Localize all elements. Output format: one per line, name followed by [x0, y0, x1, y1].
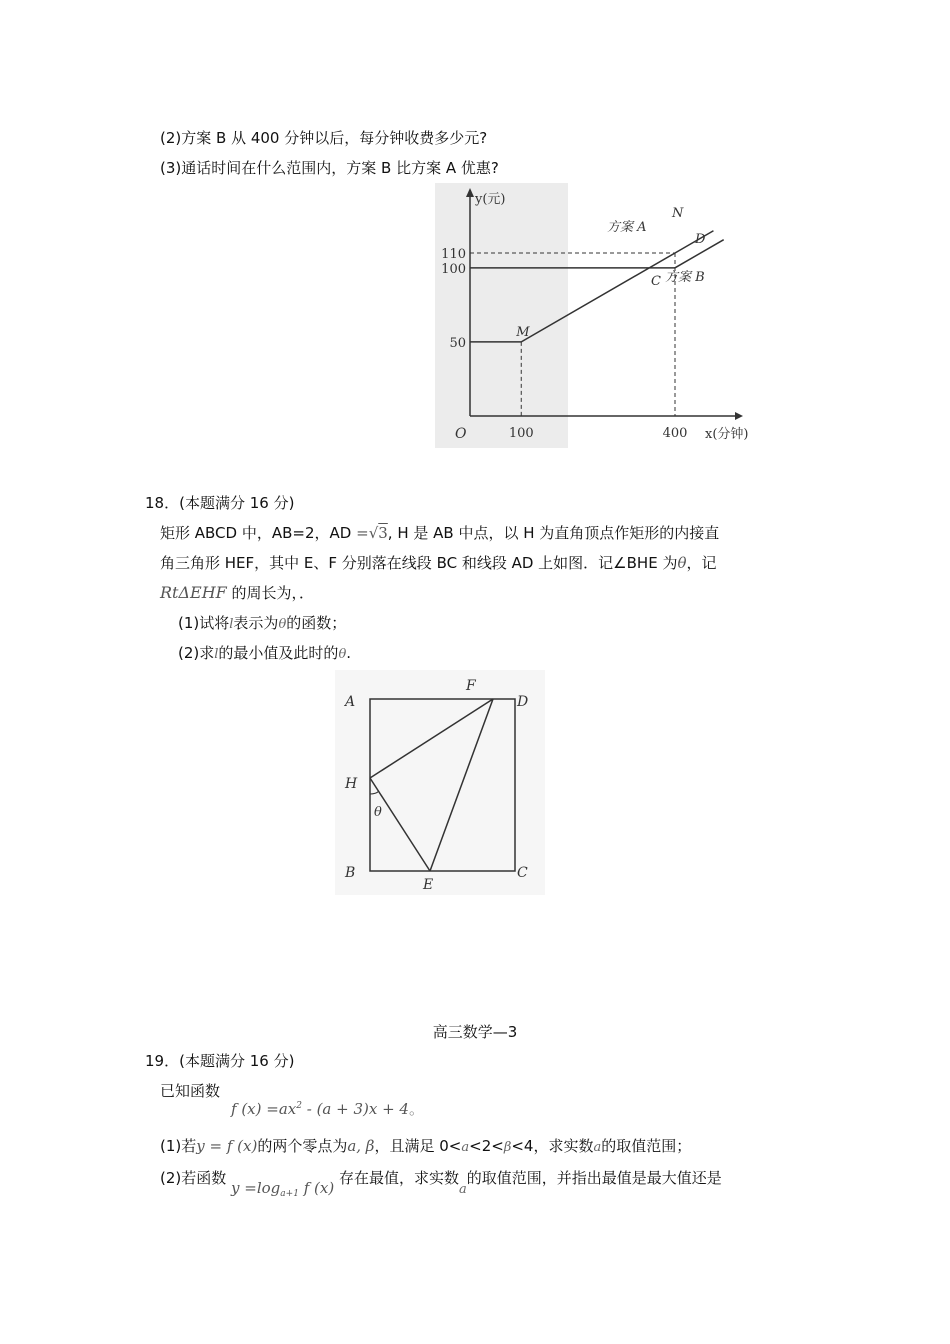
- q18-part1-b: 表示为: [233, 614, 279, 632]
- q18-part2-c: .: [346, 644, 352, 662]
- q19-part1-d: <2<: [469, 1137, 504, 1155]
- q18-line2-a: 角三角形 HEF，其中 E、F 分别落在线段 BC 和线段 AD 上如图．记∠BHE 为: [160, 554, 678, 572]
- x-axis-label: x(分钟): [705, 427, 749, 442]
- formula-part1: f (x) =ax: [231, 1100, 297, 1118]
- q19-header: 19．(本题满分 16 分): [145, 1052, 295, 1070]
- q18-line2: [160, 553, 717, 573]
- q18-part2-b: 的最小值及此时的: [218, 644, 339, 662]
- q18-part1: [178, 613, 346, 635]
- label-a: A: [345, 694, 356, 710]
- label-d: D: [695, 232, 706, 247]
- q18-part2-a: (2)求: [178, 644, 215, 662]
- q19-part2-a: (2)若函数: [160, 1169, 227, 1187]
- q19-part2-c: 的取值范围，并指出最值是最大值还是: [466, 1169, 722, 1187]
- series-b-label: 方案 B: [665, 270, 705, 285]
- q19-part1-c: ，且满足 0<: [374, 1137, 462, 1155]
- scan-shading: [435, 183, 568, 448]
- label-d: D: [517, 694, 529, 710]
- q19-part1-a3: a: [593, 1140, 602, 1155]
- q19-formula: [231, 1096, 424, 1119]
- l-symbol: l: [229, 617, 234, 632]
- q19-part2-base: a+1: [280, 1189, 299, 1199]
- sqrt3: √3: [368, 524, 388, 542]
- q18-line1: [160, 523, 719, 543]
- x-tick-label: 400: [662, 426, 688, 441]
- label-f: F: [466, 678, 476, 694]
- q19-part1-a2: a: [461, 1140, 470, 1155]
- q19-part2-a2: a: [458, 1182, 467, 1197]
- q19-part2-b: 存在最值，求实数: [338, 1169, 459, 1187]
- series-a-label: 方案 A: [607, 220, 647, 235]
- q18-part1-c: 的函数；: [286, 614, 347, 632]
- q18-line1-b: , H 是 AB 中点，以 H 为直角顶点作矩形的内接直: [387, 524, 720, 542]
- q19-part2-fx: f (x): [298, 1179, 335, 1197]
- label-c: C: [517, 865, 528, 881]
- y-axis-label: y(元): [475, 192, 506, 207]
- label-m: M: [516, 324, 530, 340]
- q18-part1-a: (1)试将: [178, 614, 230, 632]
- q19-part1: [160, 1136, 691, 1158]
- label-h: H: [345, 776, 358, 792]
- l-symbol: l: [214, 647, 219, 662]
- origin-label: O: [455, 426, 467, 442]
- theta-symbol: θ: [278, 617, 287, 632]
- rt-triangle-ehf: RtΔEHF: [160, 583, 227, 602]
- q19-part1-math: y = f (x): [196, 1137, 258, 1155]
- q18-header: 18．(本题满分 16 分): [145, 494, 295, 512]
- q18-line2-b: ，记: [686, 554, 717, 572]
- y-tick-label: 100: [441, 261, 466, 277]
- formula-exponent: 2: [296, 1101, 302, 1111]
- label-c: C: [651, 273, 661, 289]
- q17-part3: (3)通话时间在什么范围内，方案 B 比方案 A 优惠?: [160, 159, 499, 177]
- formula-end: 。: [408, 1100, 424, 1118]
- q18-line1-eq: =: [356, 524, 369, 542]
- q18-line3-text: 的周长为，．: [226, 584, 315, 602]
- q19-part1-a: (1)若: [160, 1137, 197, 1155]
- q19-part1-b: 的两个零点为: [257, 1137, 348, 1155]
- q19-part2-log: y =log: [231, 1179, 281, 1197]
- q19-part1-e: <4，求实数: [511, 1137, 594, 1155]
- formula-part2: - (a + 3)x + 4: [301, 1100, 409, 1118]
- q19-intro: 已知函数: [160, 1082, 221, 1100]
- label-e: E: [423, 877, 434, 893]
- rectangle-figure: [335, 670, 545, 895]
- q19-part1-beta: β: [503, 1140, 512, 1155]
- q19-part1-f: 的取值范围；: [601, 1137, 692, 1155]
- q18-line1-a: 矩形 ABCD 中，AB=2，AD: [160, 524, 352, 542]
- page-footer: 高三数学—3: [432, 1023, 518, 1041]
- theta-symbol: θ: [677, 554, 687, 572]
- y-tick-label: 110: [441, 247, 466, 262]
- q18-part2: [178, 643, 351, 665]
- q17-part2: (2)方案 B 从 400 分钟以后，每分钟收费多少元?: [160, 129, 488, 147]
- q19-part1-ab: a, β: [347, 1137, 375, 1155]
- q18-line3: [160, 583, 314, 603]
- label-b: B: [345, 865, 356, 881]
- label-theta: θ: [374, 805, 382, 820]
- q19-part2: [160, 1168, 722, 1199]
- y-tick-label: 50: [449, 335, 466, 351]
- x-axis-arrow: [735, 412, 743, 420]
- theta-symbol: θ: [338, 647, 347, 662]
- x-tick-label: 100: [508, 426, 534, 441]
- chart-figure: [435, 183, 770, 448]
- label-n: N: [672, 206, 684, 221]
